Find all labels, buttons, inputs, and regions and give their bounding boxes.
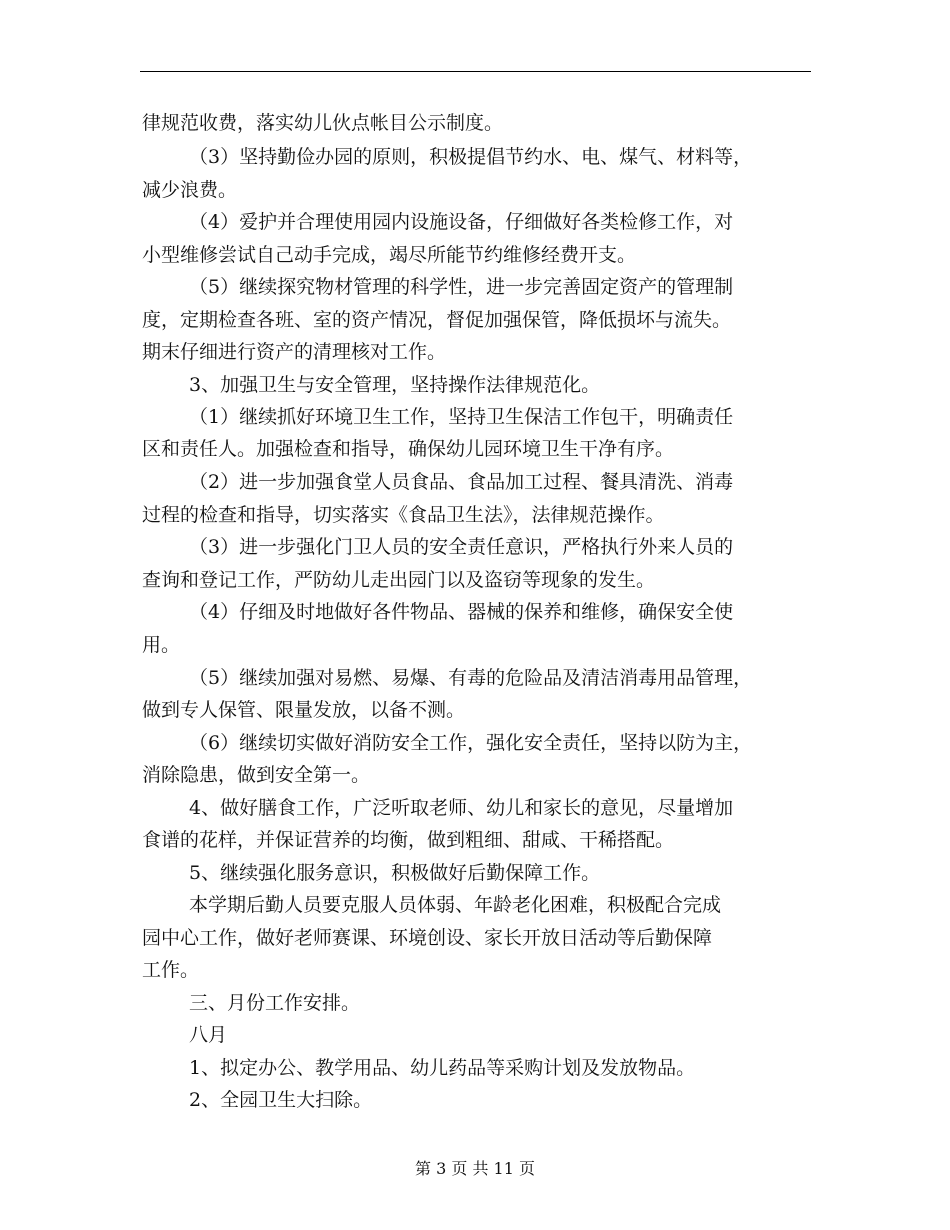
text-line: （2）进一步加强食堂人员食品、食品加工过程、餐具清洗、消毒 — [189, 471, 734, 493]
text-line: 食谱的花样，并保证营养的均衡，做到粗细、甜咸、干稀搭配。 — [142, 829, 675, 851]
text-line: 三、月份工作安排。 — [189, 992, 361, 1014]
page-number: 第 3 页 共 11 页 — [415, 1159, 535, 1178]
header-rule — [140, 71, 811, 72]
text-line: 5、继续强化服务意识，积极做好后勤保障工作。 — [189, 862, 601, 884]
text-line: （5）继续探究物材管理的科学性，进一步完善固定资产的管理制 — [189, 276, 734, 298]
text-line: 度，定期检查各班、室的资产情况，督促加强保管，降低损坏与流失。 — [142, 309, 732, 331]
text-line: （4）仔细及时地做好各件物品、器械的保养和维修，确保安全使 — [189, 601, 734, 623]
text-line: （5）继续加强对易燃、易爆、有毒的危险品及清洁消毒用品管理， — [189, 667, 753, 689]
text-line: （3）坚持勤俭办园的原则，积极提倡节约水、电、煤气、材料等， — [189, 146, 753, 168]
text-line: 2、全园卫生大扫除。 — [189, 1089, 373, 1111]
text-line: 小型维修尝试自己动手完成，竭尽所能节约维修经费开支。 — [142, 244, 637, 266]
text-line: 1、拟定办公、教学用品、幼儿药品等采购计划及发放物品。 — [189, 1057, 696, 1079]
text-line: （6）继续切实做好消防安全工作，强化安全责任，坚持以防为主， — [189, 732, 753, 754]
text-line: 3、加强卫生与安全管理，坚持操作法律规范化。 — [189, 374, 601, 396]
text-line: （1）继续抓好环境卫生工作，坚持卫生保洁工作包干，明确责任 — [189, 406, 734, 428]
text-line: 4、做好膳食工作，广泛听取老师、幼儿和家长的意见，尽量增加 — [189, 797, 734, 819]
text-line: （4）爱护并合理使用园内设施设备，仔细做好各类检修工作，对 — [189, 211, 734, 233]
text-line: 过程的检查和指导，切实落实《食品卫生法》，法律规范操作。 — [142, 504, 665, 526]
text-line: 工作。 — [142, 959, 200, 981]
text-line: 做到专人保管、限量发放，以备不测。 — [142, 699, 466, 721]
text-line: 区和责任人。加强检查和指导，确保幼儿园环境卫生干净有序。 — [142, 438, 675, 460]
text-line: 期末仔细进行资产的清理核对工作。 — [142, 341, 447, 363]
text-line: 用。 — [142, 634, 181, 656]
text-line: 消除隐患，做到安全第一。 — [142, 764, 371, 786]
text-line: 八月 — [189, 1024, 228, 1046]
text-line: 查询和登记工作，严防幼儿走出园门以及盗窃等现象的发生。 — [142, 569, 656, 591]
text-line: 律规范收费，落实幼儿伙点帐目公示制度。 — [142, 112, 504, 134]
text-line: 减少浪费。 — [142, 179, 238, 201]
text-line: （3）进一步强化门卫人员的安全责任意识，严格执行外来人员的 — [189, 536, 734, 558]
text-line: 本学期后勤人员要克服人员体弱、年龄老化困难，积极配合完成 — [189, 894, 722, 916]
text-line: 园中心工作，做好老师赛课、环境创设、家长开放日活动等后勤保障 — [142, 927, 713, 949]
